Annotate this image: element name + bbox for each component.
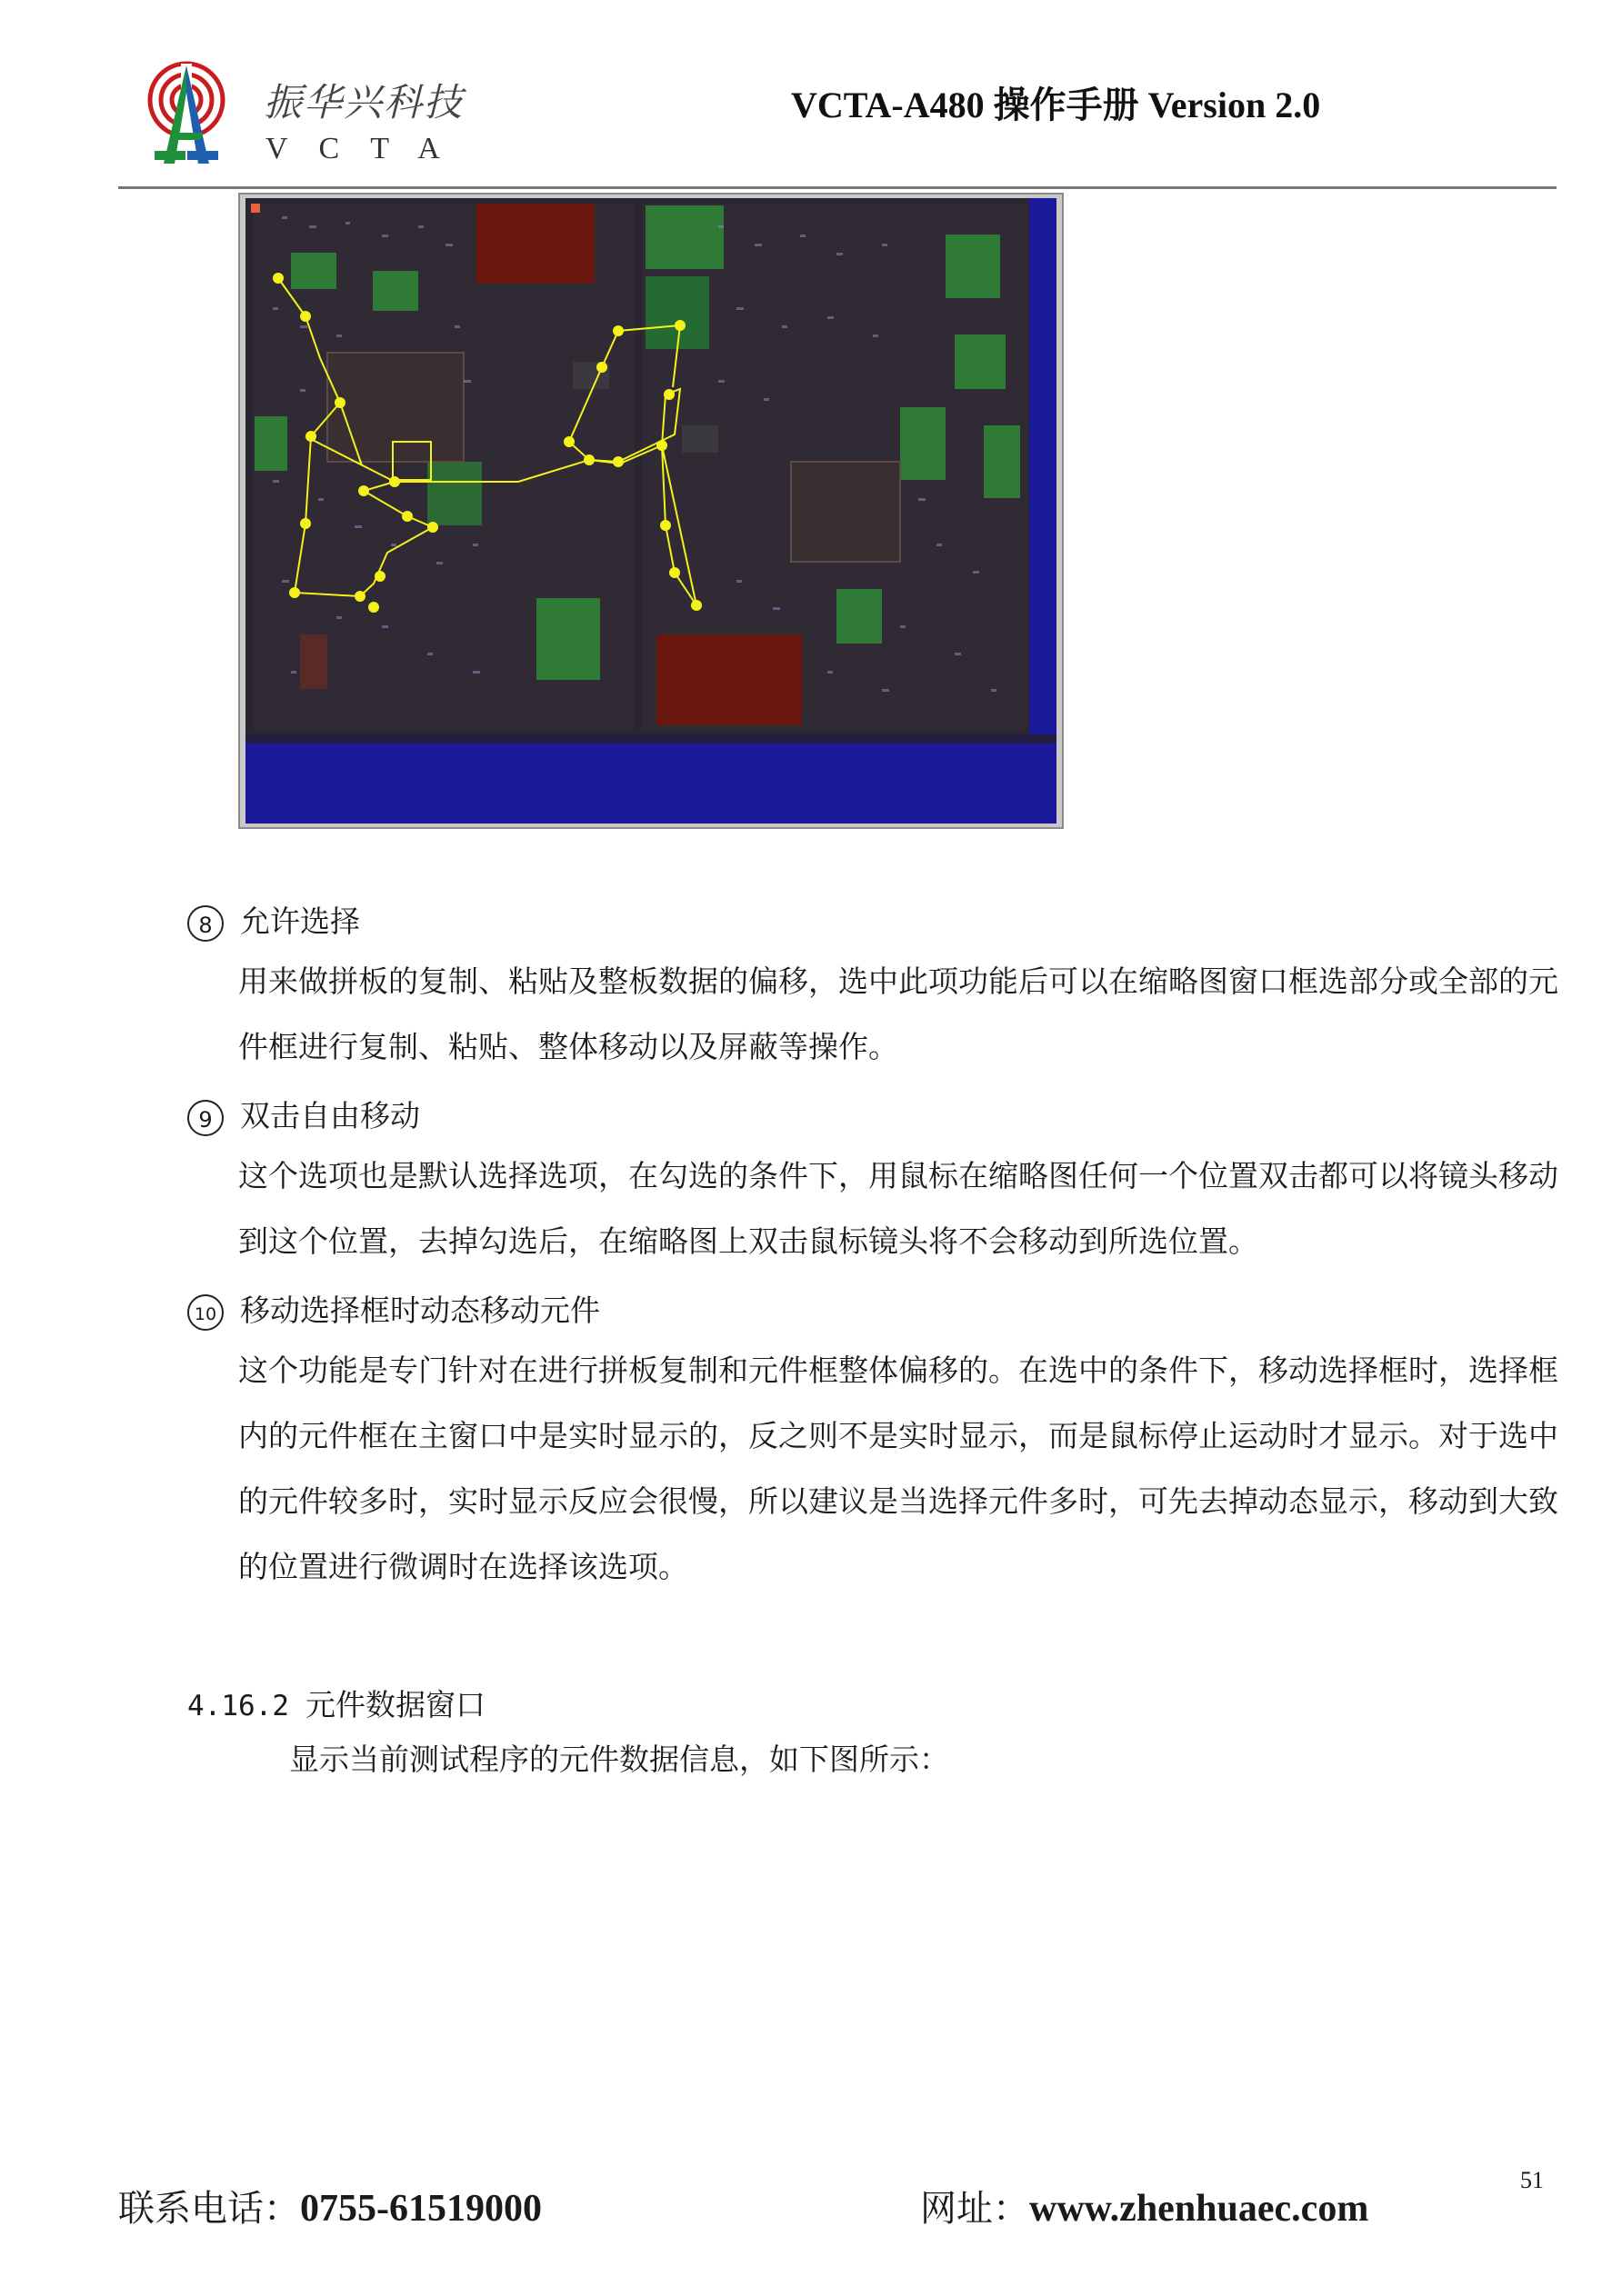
- phone-label: 联系电话：: [118, 2188, 300, 2230]
- item-title: 双击自由移动: [240, 1098, 420, 1133]
- section-body: 显示当前测试程序的元件数据信息，如下图所示：: [289, 1742, 949, 1777]
- brand-name-cn: 振华兴科技: [264, 80, 465, 125]
- section-heading: [187, 1682, 486, 1724]
- pcb-thumbnail-screenshot: [238, 193, 1064, 829]
- circled-number: 10: [187, 1294, 224, 1331]
- document-title: VCTA-A480 操作手册 Version 2.0: [791, 85, 1321, 125]
- website-url: www.zhenhuaec.com: [1029, 2188, 1369, 2230]
- section-title: 元件数据窗口: [305, 1687, 486, 1722]
- page-number: 51: [1520, 2167, 1544, 2193]
- item-9-body: 这个选项也是默认选择选项，在勾选的条件下，用鼠标在缩略图任何一个位置双击都可以将镜头移动到这个位置，去掉勾选后，在缩略图上双击鼠标镜头将不会移动到所选位置。: [238, 1158, 1558, 1259]
- item-8-heading: [187, 898, 360, 942]
- item-title: 移动选择框时动态移动元件: [240, 1293, 600, 1328]
- circled-number: 9: [187, 1100, 224, 1136]
- section-number: 4.16.2: [187, 1690, 289, 1722]
- circled-number: 8: [187, 905, 224, 942]
- item-10-body: 这个功能是专门针对在进行拼板复制和元件框整体偏移的。在选中的条件下，移动选择框时，选择框内的元件框在主窗口中是实时显示的，反之则不是实时显示，而是鼠标停止运动时才显示。对于选中的元件较多时，实时显示反应会很慢，所以建议是当选择元件多时，可先去掉动态显示，移动到大致的位置进行微调时在选择该选项。: [238, 1353, 1558, 1584]
- item-10-heading: [187, 1287, 600, 1331]
- phone-number: 0755-61519000: [300, 2188, 542, 2230]
- company-logo: [136, 56, 236, 173]
- pcb-board-image: [245, 198, 1056, 824]
- brand-name-en: VCTA: [265, 132, 471, 165]
- item-title: 允许选择: [240, 903, 360, 939]
- website-label: 网址：: [920, 2188, 1029, 2230]
- item-9-heading: [187, 1093, 420, 1136]
- footer-website: [920, 2180, 1368, 2231]
- header-divider: [118, 186, 1557, 189]
- item-8-body: 用来做拼板的复制、粘贴及整板数据的偏移，选中此项功能后可以在缩略图窗口框选部分或全部的元件框进行复制、粘贴、整体移动以及屏蔽等操作。: [238, 963, 1558, 1064]
- footer-phone: [118, 2180, 542, 2231]
